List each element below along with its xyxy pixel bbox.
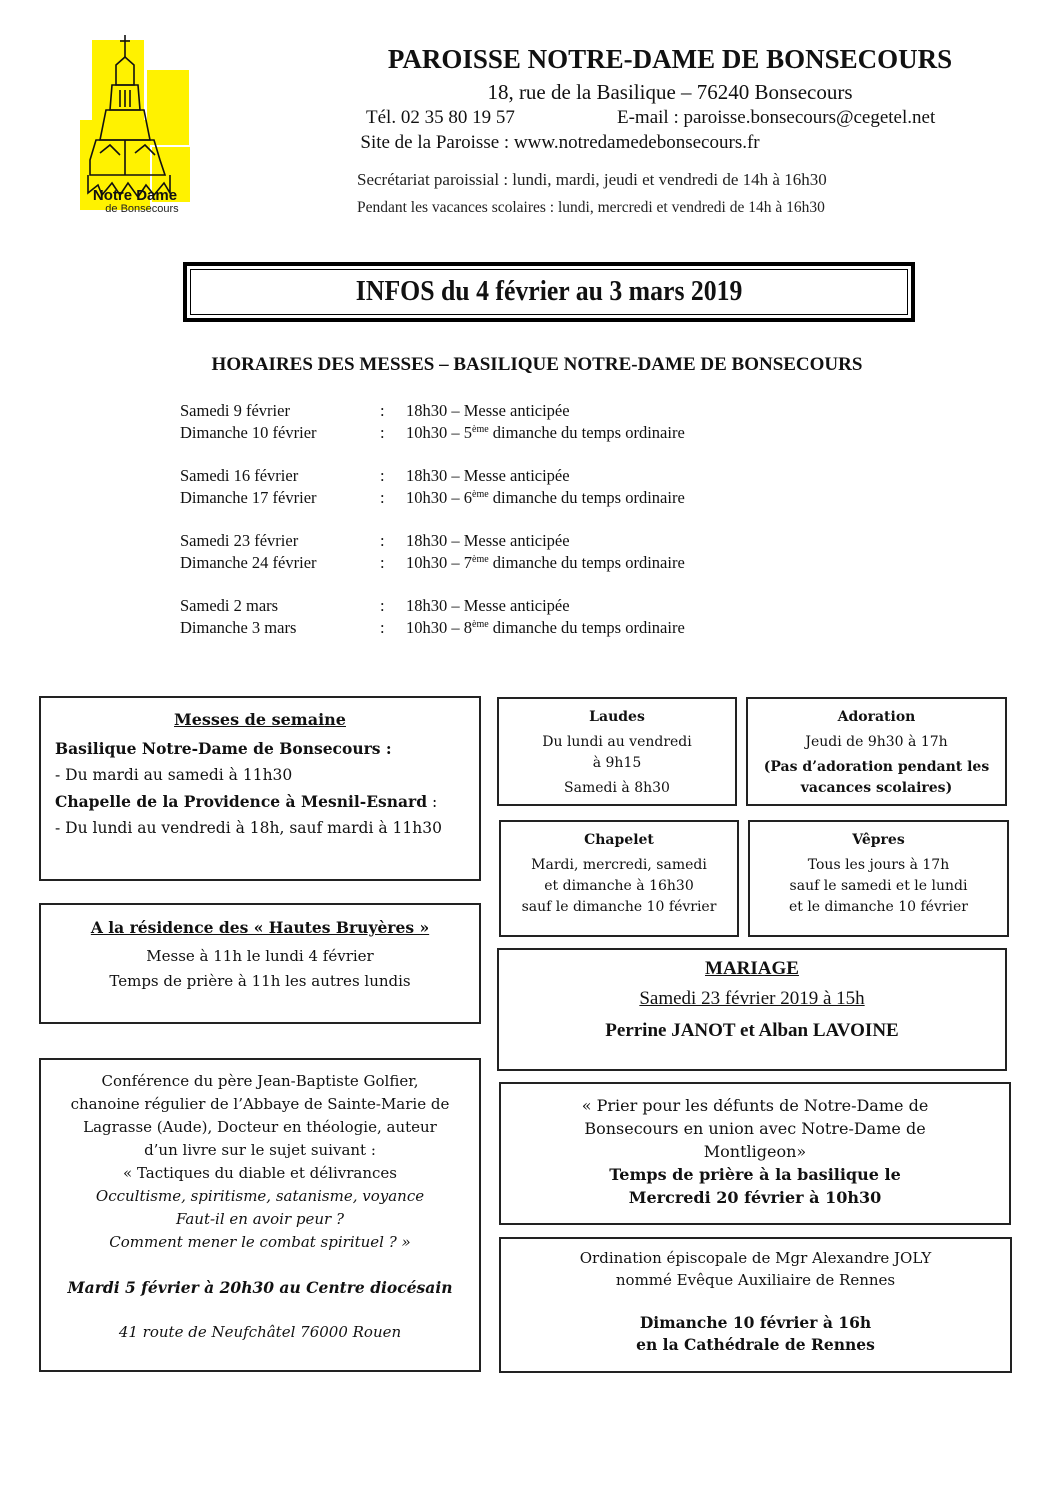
schedule-row (180, 595, 800, 617)
schedule-time: 10h30 – 5ème dimanche du temps ordinaire (406, 423, 685, 442)
vepres-title: Vêpres (852, 832, 905, 848)
chapelet-line: sauf le dimanche 10 février (521, 899, 717, 915)
schedule-day: Samedi 16 février (180, 466, 299, 485)
schedule-week-4 (180, 595, 800, 639)
basilica-times: - Du mardi au samedi à 11h30 (55, 766, 293, 784)
conference-line: « Tactiques du diable et délivrances (123, 1164, 397, 1182)
schedule-time: 10h30 – 6ème dimanche du temps ordinaire (406, 488, 685, 507)
wedding-date: Samedi 23 février 2019 à 15h (639, 988, 865, 1009)
infos-title: INFOS du 4 février au 3 mars 2019 (355, 276, 743, 307)
wedding-names: Perrine JANOT et Alban LAVOINE (605, 1020, 899, 1041)
conference-line: Conférence du père Jean-Baptiste Golfier, (101, 1072, 419, 1090)
schedule-time: 10h30 – 8ème dimanche du temps ordinaire (406, 618, 685, 637)
vepres-box (748, 820, 1009, 937)
schedule-row (180, 617, 800, 639)
schedule-row (180, 422, 800, 444)
schedule-day: Samedi 23 février (180, 531, 299, 550)
schedule-separator: : (380, 618, 385, 637)
conference-line: chanoine régulier de l’Abbaye de Sainte-Marie de (70, 1095, 450, 1113)
schedule-day: Samedi 2 mars (180, 596, 279, 615)
parish-email[interactable]: E-mail : paroisse.bonsecours@cegetel.net (617, 107, 936, 128)
mass-schedule-heading: HORAIRES DES MESSES – BASILIQUE NOTRE-DAME DE BONSECOURS (211, 354, 863, 375)
parish-phone: Tél. 02 35 80 19 57 (366, 107, 515, 128)
ordination-when: Dimanche 10 février à 16h (639, 1313, 872, 1332)
schedule-time: 18h30 – Messe anticipée (406, 401, 570, 420)
schedule-separator: : (380, 466, 385, 485)
schedule-separator: : (380, 488, 385, 507)
prayer-line: Montligeon» (703, 1142, 807, 1161)
chapelet-title: Chapelet (584, 832, 654, 848)
logo-text-notre-dame: Notre Dame (92, 187, 178, 204)
ordination-where: en la Cathédrale de Rennes (636, 1335, 875, 1354)
parish-website[interactable]: Site de la Paroisse : www.notredamedebonsecours.fr (360, 132, 760, 153)
adoration-line: Jeudi de 9h30 à 17h (805, 734, 948, 750)
residence-title: A la résidence des « Hautes Bruyères » (90, 918, 430, 937)
schedule-time: 18h30 – Messe anticipée (406, 531, 570, 550)
prayer-box (499, 1082, 1011, 1225)
prayer-when: Mercredi 20 février à 10h30 (628, 1188, 882, 1207)
schedule-day: Dimanche 24 février (180, 553, 317, 572)
schedule-row (180, 530, 800, 552)
holiday-hours: Pendant les vacances scolaires : lundi, mercredi et vendredi de 14h à 16h30 (357, 199, 825, 216)
logo-text-bonsecours: de Bonsecours (105, 203, 179, 215)
chapelet-line: Mardi, mercredi, samedi (531, 857, 707, 873)
weekday-masses-title: Messes de semaine (174, 710, 346, 729)
schedule-day: Samedi 9 février (180, 401, 290, 420)
schedule-row (180, 487, 800, 509)
ordination-line: Ordination épiscopale de Mgr Alexandre JOLY (579, 1249, 932, 1267)
parish-name: PAROISSE NOTRE-DAME DE BONSECOURS (387, 44, 953, 74)
schedule-separator: : (380, 531, 385, 550)
conference-when: Mardi 5 février à 20h30 au Centre diocésain (67, 1278, 453, 1297)
laudes-line: Du lundi au vendredi (542, 734, 692, 750)
schedule-day: Dimanche 17 février (180, 488, 317, 507)
schedule-time: 10h30 – 7ème dimanche du temps ordinaire (406, 553, 685, 572)
conference-line: Lagrasse (Aude), Docteur en théologie, auteur (83, 1118, 437, 1136)
residence-line: Messe à 11h le lundi 4 février (146, 947, 374, 965)
conference-address: 41 route de Neufchâtel 76000 Rouen (118, 1323, 402, 1341)
vepres-line: et le dimanche 10 février (788, 899, 969, 915)
wedding-box (497, 948, 1007, 1071)
prayer-when: Temps de prière à la basilique le (609, 1165, 901, 1184)
schedule-day: Dimanche 3 mars (180, 618, 297, 637)
chapel-times: - Du lundi au vendredi à 18h, sauf mardi à 11h30 (55, 819, 442, 837)
schedule-row (180, 400, 800, 422)
schedule-separator: : (380, 401, 385, 420)
chapelet-line: et dimanche à 16h30 (544, 878, 694, 894)
schedule-time: 18h30 – Messe anticipée (406, 596, 570, 615)
schedule-time: 18h30 – Messe anticipée (406, 466, 570, 485)
conference-subtitle: Occultisme, spiritisme, satanisme, voyance (95, 1187, 425, 1205)
conference-box (39, 1058, 481, 1372)
prayer-line: Bonsecours en union avec Notre-Dame de (584, 1119, 926, 1138)
parish-logo (80, 35, 210, 215)
schedule-week-2 (180, 465, 800, 509)
residence-line: Temps de prière à 11h les autres lundis (109, 972, 411, 990)
ordination-line: nommé Evêque Auxiliaire de Rennes (615, 1271, 896, 1289)
adoration-title: Adoration (837, 709, 916, 725)
infos-title-box (183, 262, 915, 322)
ordination-box (499, 1237, 1012, 1373)
schedule-row (180, 552, 800, 574)
adoration-note: (Pas d’adoration pendant les vacances scolaires) (763, 759, 990, 796)
secretariat-hours: Secrétariat paroissial : lundi, mardi, jeudi et vendredi de 14h à 16h30 (357, 170, 827, 189)
conference-subtitle: Comment mener le combat spirituel ? » (109, 1233, 411, 1251)
prayer-line: « Prier pour les défunts de Notre-Dame de (581, 1096, 929, 1115)
schedule-week-1 (180, 400, 800, 444)
laudes-title: Laudes (589, 709, 645, 725)
mass-schedule (180, 400, 800, 660)
vepres-line: Tous les jours à 17h (807, 857, 950, 873)
schedule-day: Dimanche 10 février (180, 423, 317, 442)
schedule-separator: : (380, 596, 385, 615)
residence-box (39, 903, 481, 1024)
wedding-title: MARIAGE (705, 958, 799, 979)
schedule-separator: : (380, 423, 385, 442)
schedule-separator: : (380, 553, 385, 572)
conference-line: d’un livre sur le sujet suivant : (144, 1141, 376, 1159)
chapel-label: Chapelle de la Providence à Mesnil-Esnard : (55, 792, 438, 811)
basilica-label: Basilique Notre-Dame de Bonsecours : (55, 739, 392, 758)
schedule-row (180, 465, 800, 487)
basilica-icon (80, 35, 210, 215)
conference-subtitle: Faut-il en avoir peur ? (175, 1210, 345, 1228)
parish-address: 18, rue de la Basilique – 76240 Bonsecours (487, 80, 853, 104)
schedule-week-3 (180, 530, 800, 574)
weekday-masses-box (39, 696, 481, 881)
laudes-line: Samedi à 8h30 (564, 780, 670, 796)
adoration-box (746, 697, 1007, 806)
laudes-line: à 9h15 (592, 755, 642, 771)
chapelet-box (499, 820, 739, 937)
vepres-line: sauf le samedi et le lundi (789, 878, 968, 894)
laudes-box (497, 697, 737, 806)
